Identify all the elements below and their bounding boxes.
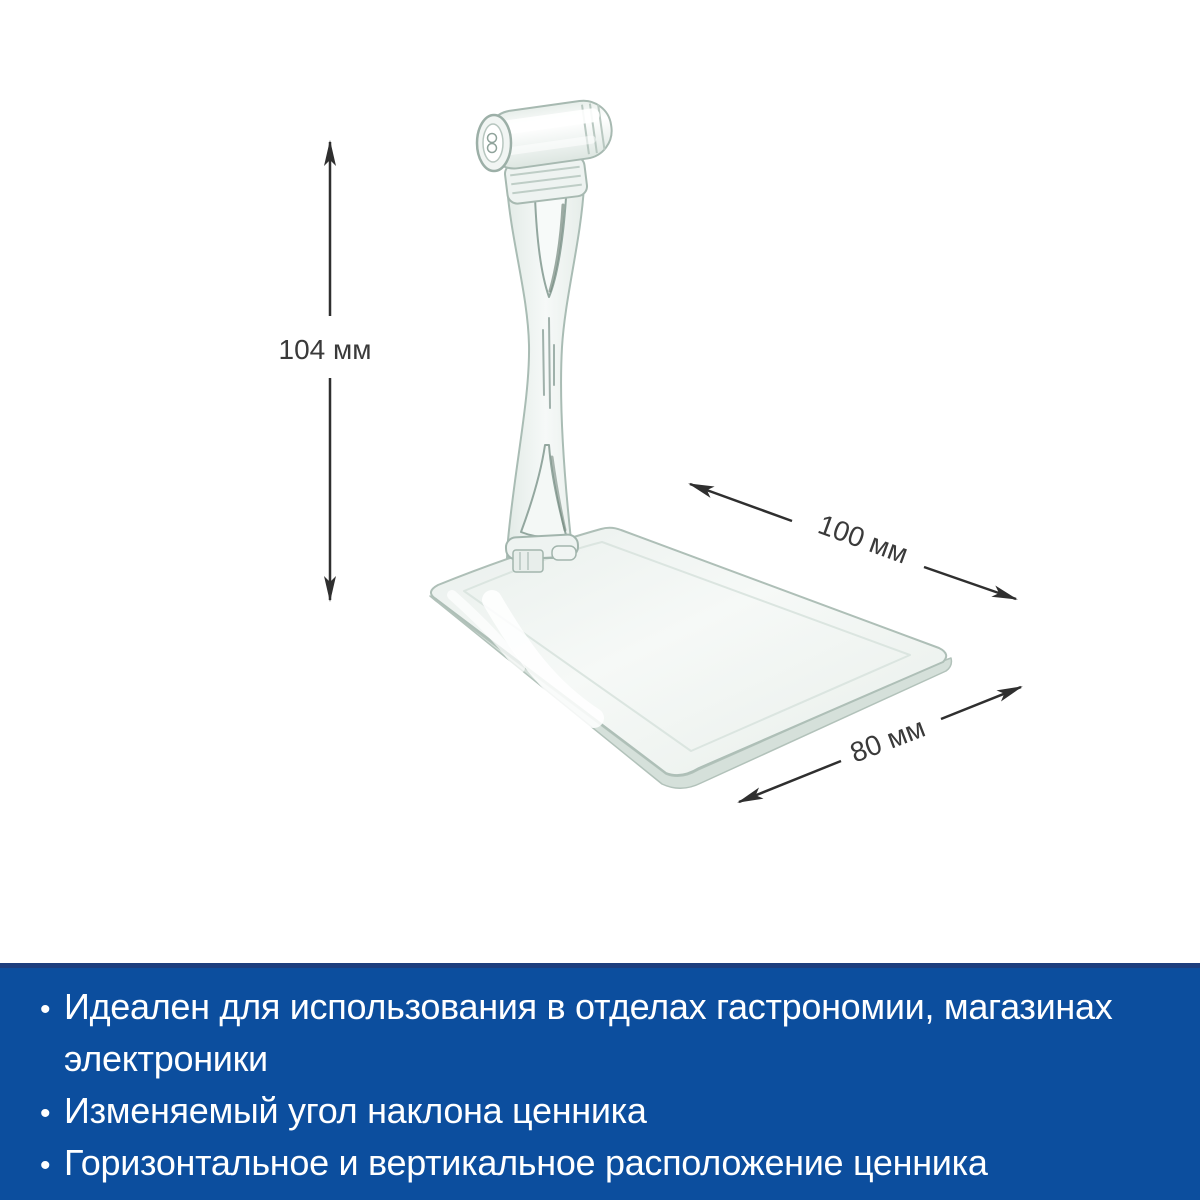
feature-item — [40, 1085, 1164, 1137]
stand — [430, 97, 951, 788]
width-arrow-right — [941, 687, 1021, 719]
feature-text: Идеален для использования в отделах гастрономии, магазинах — [64, 986, 1113, 1027]
features-banner — [0, 963, 1200, 1200]
feature-text: Изменяемый угол наклона ценника — [64, 1090, 647, 1131]
feature-text: Горизонтальное и вертикальное расположение ценника — [64, 1142, 988, 1183]
length-dimension-label: 100 мм — [814, 508, 913, 570]
bullet-icon: • — [40, 1149, 51, 1182]
stand-clip-endcap — [477, 115, 511, 171]
features-list — [0, 968, 1200, 1200]
bullet-icon: • — [40, 993, 51, 1026]
length-arrow-right — [924, 567, 1016, 599]
width-arrow-left — [739, 761, 841, 802]
feature-item-continuation — [40, 1033, 1164, 1085]
length-arrow-left — [690, 484, 792, 521]
width-dimension-label: 80 мм — [845, 711, 930, 769]
bullet-icon: • — [40, 1097, 51, 1130]
height-dimension-label: 104 мм — [278, 334, 372, 365]
feature-text: электроники — [64, 1038, 268, 1079]
feature-item — [40, 1137, 1164, 1189]
feature-item — [40, 981, 1164, 1033]
